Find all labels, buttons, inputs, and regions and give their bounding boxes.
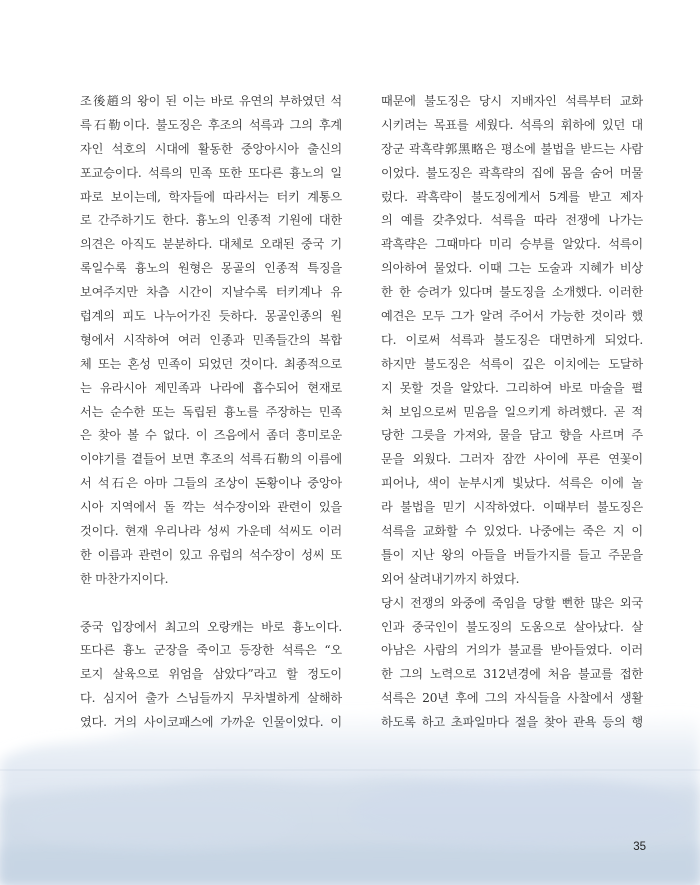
text-line: 조後趙의 왕이 된 이는 바로 유연의 부하였던 석 — [80, 94, 342, 108]
text-line: 보여주지만 차츰 시간이 지날수록 터키계나 유 — [80, 285, 342, 300]
text-line: 피어나, 색이 눈부시게 빛났다. 석륵은 이에 놀 — [381, 476, 643, 491]
text-line: 아남은 사람의 거의가 불교를 받아들였다. 이러 — [381, 643, 643, 658]
left-text-column — [80, 90, 342, 735]
text-line: 이었다. 불도징은 곽흑략의 집에 몸을 숨어 머물 — [381, 165, 643, 180]
paragraph — [381, 592, 643, 735]
text-line: 록일수록 흉노의 원형은 몽골의 인종적 특징을 — [80, 261, 342, 276]
text-line: 중국 입장에서 최고의 오랑캐는 바로 흉노이다. — [80, 619, 342, 634]
text-line: 의견은 아직도 분분하다. 대체로 오래된 중국 기 — [80, 237, 342, 252]
text-line: 석륵은 20년 후에 그의 자식들을 사찰에서 생활 — [381, 691, 643, 706]
text-line: 륵石勒이다. 불도징은 후조의 석륵과 그의 후계 — [80, 117, 342, 132]
text-line: 당시 전쟁의 와중에 죽임을 당할 뻔한 많은 외국 — [381, 595, 643, 610]
text-line: 다. 심지어 출가 스님들까지 무차별하게 살해하 — [80, 691, 342, 706]
text-line: 포교승이다. 석륵의 민족 또한 또다른 흉노의 일 — [80, 165, 342, 180]
text-line: 의아하여 물었다. 이때 그는 도술과 지혜가 비상 — [381, 261, 643, 276]
text-line: 시키려는 목표를 세웠다. 석륵의 휘하에 있던 대 — [381, 117, 643, 132]
paragraph — [80, 616, 342, 735]
text-line: 이야기를 곁들어 보면 후조의 석륵石勒의 이름에 — [80, 452, 342, 467]
paragraph — [381, 90, 643, 592]
text-line: 쳐 보임으로써 믿음을 일으키게 하려했다. 곧 적 — [381, 404, 643, 419]
text-line: 지 못할 것을 알았다. 그리하여 바로 마술을 펼 — [381, 380, 643, 395]
page-number: 35 — [633, 841, 646, 853]
paragraph — [80, 90, 342, 592]
text-line: 라 불법을 믿기 시작하였다. 이때부터 불도징은 — [381, 500, 643, 515]
right-text-column — [381, 90, 643, 735]
text-line: 외어 살려내기까지 하였다. — [381, 571, 520, 586]
text-line: 예견은 모두 그가 알려 주어서 가능한 것이라 했 — [381, 309, 643, 324]
text-line: 곽흑략은 그때마다 미리 승부를 알았다. 석륵이 — [381, 237, 643, 252]
text-line: 한 이름과 관련이 있고 유럽의 석수장이 성씨 또 — [80, 547, 342, 562]
text-line: 때문에 불도징은 당시 지배자인 석륵부터 교화 — [381, 94, 643, 108]
text-line: 한 그의 노력으로 312년경에 처음 불교를 접한 — [381, 667, 643, 682]
text-line: 시아 지역에서 돌 깍는 석수장이와 관련이 있을 — [80, 500, 342, 515]
text-line: 서 석石은 아마 그들의 조상이 돈황이나 중앙아 — [80, 476, 342, 491]
text-line: 한 마찬가지이다. — [80, 571, 169, 586]
text-line: 파로 보이는데, 학자들에 따라서는 터키 계통으 — [80, 189, 342, 204]
text-line: 럽계의 피도 나누어가진 듯하다. 몽골인종의 원 — [80, 309, 342, 324]
text-line: 석륵을 교화할 수 있었다. 나중에는 죽은 지 이 — [381, 524, 643, 539]
text-line: 은 찾아 볼 수 없다. 이 즈음에서 좀더 흥미로운 — [80, 428, 342, 443]
text-line: 장군 곽흑략郭黑略은 평소에 불법을 받드는 사람 — [381, 141, 643, 156]
text-line: 것이다. 현재 우리나라 성씨 가운데 석씨도 이러 — [80, 524, 342, 539]
paragraph-gap — [80, 592, 342, 616]
text-line: 하도록 하고 초파일마다 절을 찾아 관욕 등의 행 — [381, 715, 643, 730]
text-line: 한 한 승려가 있다며 불도징을 소개했다. 이러한 — [381, 285, 643, 300]
text-line: 인과 중국인이 불도징의 도움으로 살아났다. 살 — [381, 619, 643, 634]
text-line: 문을 외웠다. 그러자 잠깐 사이에 푸른 연꽃이 — [381, 452, 643, 467]
text-line: 틀이 지난 왕의 아들을 버들가지를 들고 주문을 — [381, 547, 643, 562]
text-line: 는 유라시아 제민족과 나라에 흡수되어 현재로 — [80, 380, 342, 395]
text-line: 자인 석호의 시대에 활동한 중앙아시아 출신의 — [80, 141, 342, 156]
text-line: 의 예를 갖추었다. 석륵을 따라 전쟁에 나가는 — [381, 213, 643, 228]
text-line: 서는 순수한 또는 독립된 흉노를 주장하는 민족 — [80, 404, 342, 419]
text-line: 당한 그릇을 가져와, 물을 담고 향을 사르며 주 — [381, 428, 643, 443]
text-line: 다. 이로써 석륵과 불도징은 대면하게 되었다. — [381, 332, 643, 347]
text-line: 형에서 시작하여 여러 인종과 민족들간의 복합 — [80, 332, 342, 347]
text-line: 로 간주하기도 한다. 흉노의 인종적 기원에 대한 — [80, 213, 342, 228]
text-line: 렀다. 곽흑략이 불도징에게서 5계를 받고 제자 — [381, 189, 643, 204]
text-line: 또다른 흉노 군장을 죽이고 등장한 석륵은 “오 — [80, 643, 342, 658]
text-line: 였다. 거의 사이코패스에 가까운 인물이었다. 이 — [80, 715, 342, 730]
text-line: 하지만 불도징은 석륵이 깊은 이치에는 도달하 — [381, 356, 643, 371]
text-line: 로지 살육으로 위엄을 삼았다”라고 할 정도이 — [80, 667, 342, 682]
text-line: 체 또는 혼성 민족이 되었던 것이다. 최종적으로 — [80, 356, 342, 371]
